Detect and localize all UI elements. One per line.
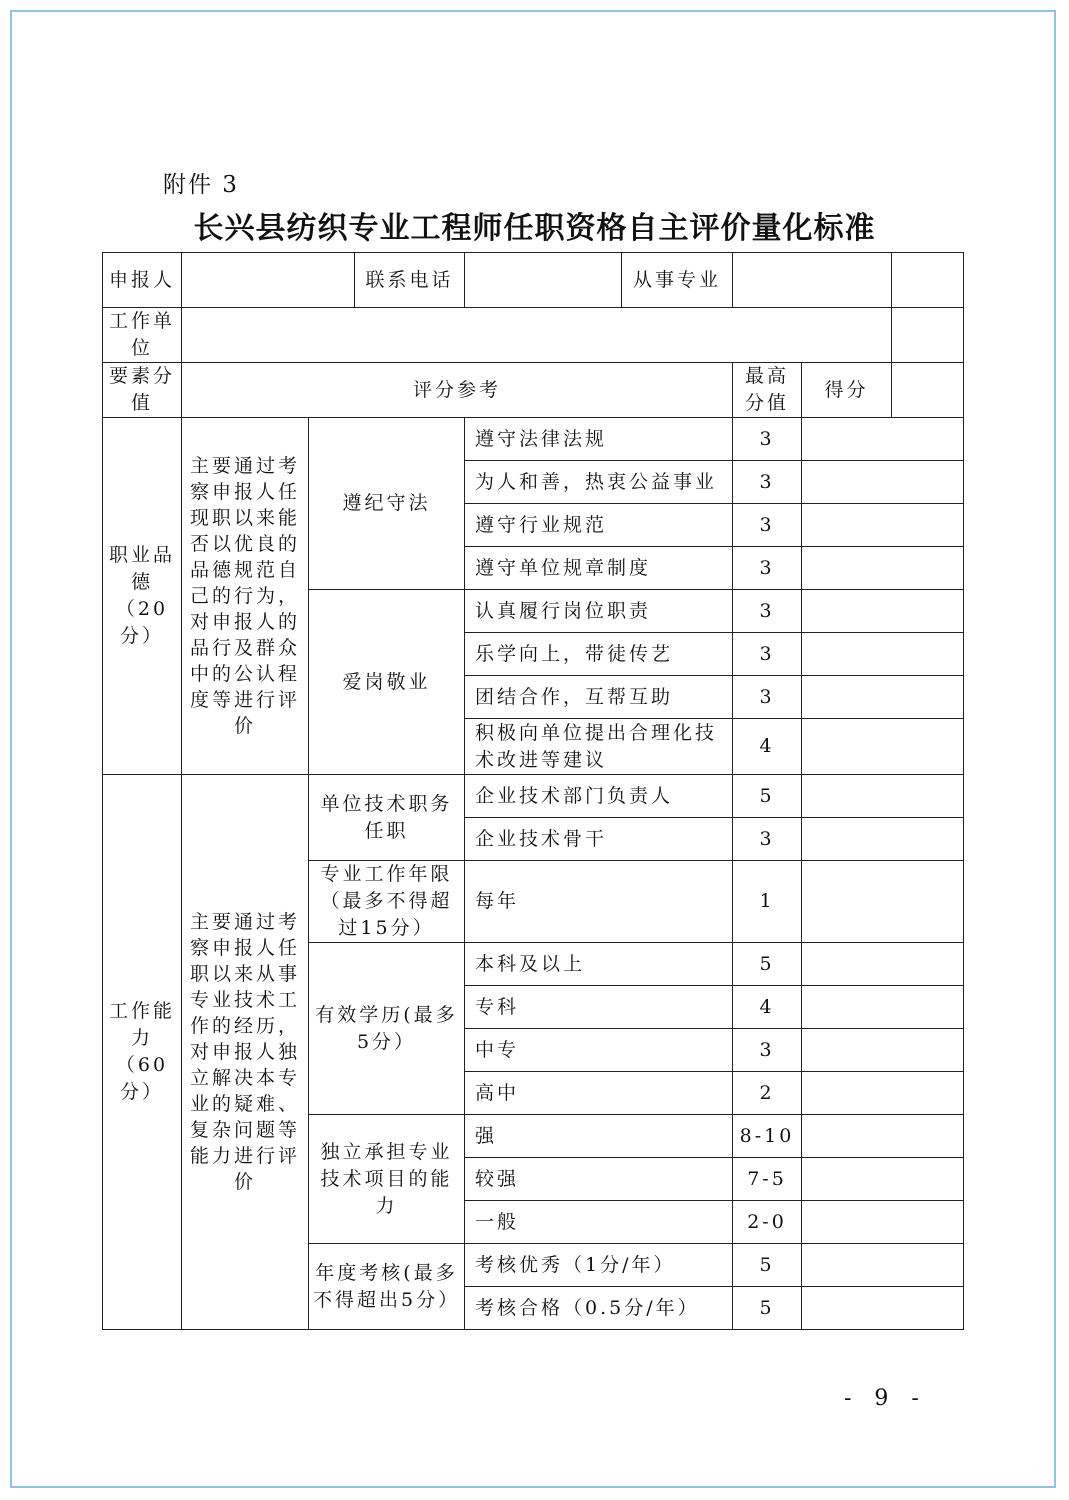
- criterion-text: 高中: [465, 1072, 733, 1115]
- criterion-text: 乐学向上，带徒传艺: [465, 633, 733, 676]
- group-name: 年度考核(最多不得超出5分）: [309, 1244, 465, 1330]
- workplace-field[interactable]: [182, 308, 892, 363]
- score-field[interactable]: [802, 590, 964, 633]
- score-field[interactable]: [802, 1072, 964, 1115]
- applicant-field[interactable]: [182, 253, 355, 308]
- score-field[interactable]: [802, 547, 964, 590]
- score-field[interactable]: [802, 719, 964, 775]
- section-name: 工作能力（60分）: [103, 775, 182, 1330]
- criterion-text: 考核优秀（1分/年）: [465, 1244, 733, 1287]
- criterion-text: 为人和善，热衷公益事业: [465, 461, 733, 504]
- group-name: 爱岗敬业: [309, 590, 465, 775]
- score-field[interactable]: [802, 1158, 964, 1201]
- blank-cell: [892, 308, 964, 363]
- group-name: 专业工作年限（最多不得超过15分）: [309, 861, 465, 943]
- criterion-text: 考核合格（0.5分/年）: [465, 1287, 733, 1330]
- table-row: [103, 775, 964, 818]
- max-score: 8-10: [733, 1115, 802, 1158]
- score-field[interactable]: [802, 461, 964, 504]
- max-score: 5: [733, 943, 802, 986]
- phone-label: 联系电话: [355, 253, 465, 308]
- criterion-text: 遵守单位规章制度: [465, 547, 733, 590]
- reference-label: 评分参考: [182, 363, 733, 418]
- criterion-text: 专科: [465, 986, 733, 1029]
- score-label: 得分: [802, 363, 892, 418]
- max-score: 3: [733, 676, 802, 719]
- criterion-text: 积极向单位提出合理化技术改进等建议: [465, 719, 733, 775]
- table-row: [103, 253, 964, 308]
- criterion-text: 企业技术部门负责人: [465, 775, 733, 818]
- score-field[interactable]: [802, 861, 964, 943]
- max-score: 4: [733, 719, 802, 775]
- max-score-label: 最高分值: [733, 363, 802, 418]
- max-score: 5: [733, 1244, 802, 1287]
- max-score: 3: [733, 504, 802, 547]
- score-field[interactable]: [802, 633, 964, 676]
- score-field[interactable]: [802, 1115, 964, 1158]
- table-row: [103, 308, 964, 363]
- major-field[interactable]: [733, 253, 892, 308]
- criterion-text: 一般: [465, 1201, 733, 1244]
- attachment-label: 附件 3: [163, 172, 239, 198]
- phone-field[interactable]: [465, 253, 622, 308]
- group-name: 有效学历(最多5分）: [309, 943, 465, 1115]
- page-title: 长兴县纺织专业工程师任职资格自主评价量化标准: [193, 211, 876, 246]
- score-field[interactable]: [802, 1029, 964, 1072]
- score-field[interactable]: [802, 775, 964, 818]
- table-row: [103, 418, 964, 461]
- score-field[interactable]: [802, 986, 964, 1029]
- max-score: 3: [733, 418, 802, 461]
- max-score: 3: [733, 633, 802, 676]
- criterion-text: 认真履行岗位职责: [465, 590, 733, 633]
- criterion-text: 较强: [465, 1158, 733, 1201]
- max-score: 5: [733, 775, 802, 818]
- major-label: 从事专业: [622, 253, 733, 308]
- group-name: 独立承担专业技术项目的能力: [309, 1115, 465, 1244]
- score-field[interactable]: [802, 418, 964, 461]
- criterion-text: 遵守行业规范: [465, 504, 733, 547]
- max-score: 3: [733, 547, 802, 590]
- max-score: 4: [733, 986, 802, 1029]
- score-field[interactable]: [802, 943, 964, 986]
- criterion-text: 遵守法律法规: [465, 418, 733, 461]
- criterion-text: 本科及以上: [465, 943, 733, 986]
- max-score: 2-0: [733, 1201, 802, 1244]
- section-name: 职业品德（20分）: [103, 418, 182, 775]
- workplace-label: 工作单位: [103, 308, 182, 363]
- criterion-text: 中专: [465, 1029, 733, 1072]
- score-field[interactable]: [802, 1287, 964, 1330]
- score-field[interactable]: [802, 1201, 964, 1244]
- max-score: 3: [733, 1029, 802, 1072]
- table-row: [103, 363, 964, 418]
- max-score: 3: [733, 461, 802, 504]
- section-description: 主要通过考察申报人任现职以来能否以优良的品德规范自己的行为，对申报人的品行及群众中的公认程度等进行评价: [182, 418, 309, 775]
- group-name: 遵纪守法: [309, 418, 465, 590]
- blank-cell: [892, 253, 964, 308]
- max-score: 5: [733, 1287, 802, 1330]
- group-name: 单位技术职务任职: [309, 775, 465, 861]
- max-score: 7-5: [733, 1158, 802, 1201]
- applicant-label: 申报人: [103, 253, 182, 308]
- blank-cell: [892, 363, 964, 418]
- evaluation-table: [102, 252, 964, 1330]
- factor-label: 要素分值: [103, 363, 182, 418]
- section-description: 主要通过考察申报人任职以来从事专业技术工作的经历，对申报人独立解决本专业的疑难、复杂问题等能力进行评价: [182, 775, 309, 1330]
- max-score: 2: [733, 1072, 802, 1115]
- score-field[interactable]: [802, 676, 964, 719]
- max-score: 1: [733, 861, 802, 943]
- page-number: - 9 -: [844, 1386, 927, 1411]
- criterion-text: 每年: [465, 861, 733, 943]
- criterion-text: 团结合作，互帮互助: [465, 676, 733, 719]
- score-field[interactable]: [802, 1244, 964, 1287]
- criterion-text: 强: [465, 1115, 733, 1158]
- max-score: 3: [733, 590, 802, 633]
- score-field[interactable]: [802, 504, 964, 547]
- criterion-text: 企业技术骨干: [465, 818, 733, 861]
- max-score: 3: [733, 818, 802, 861]
- score-field[interactable]: [802, 818, 964, 861]
